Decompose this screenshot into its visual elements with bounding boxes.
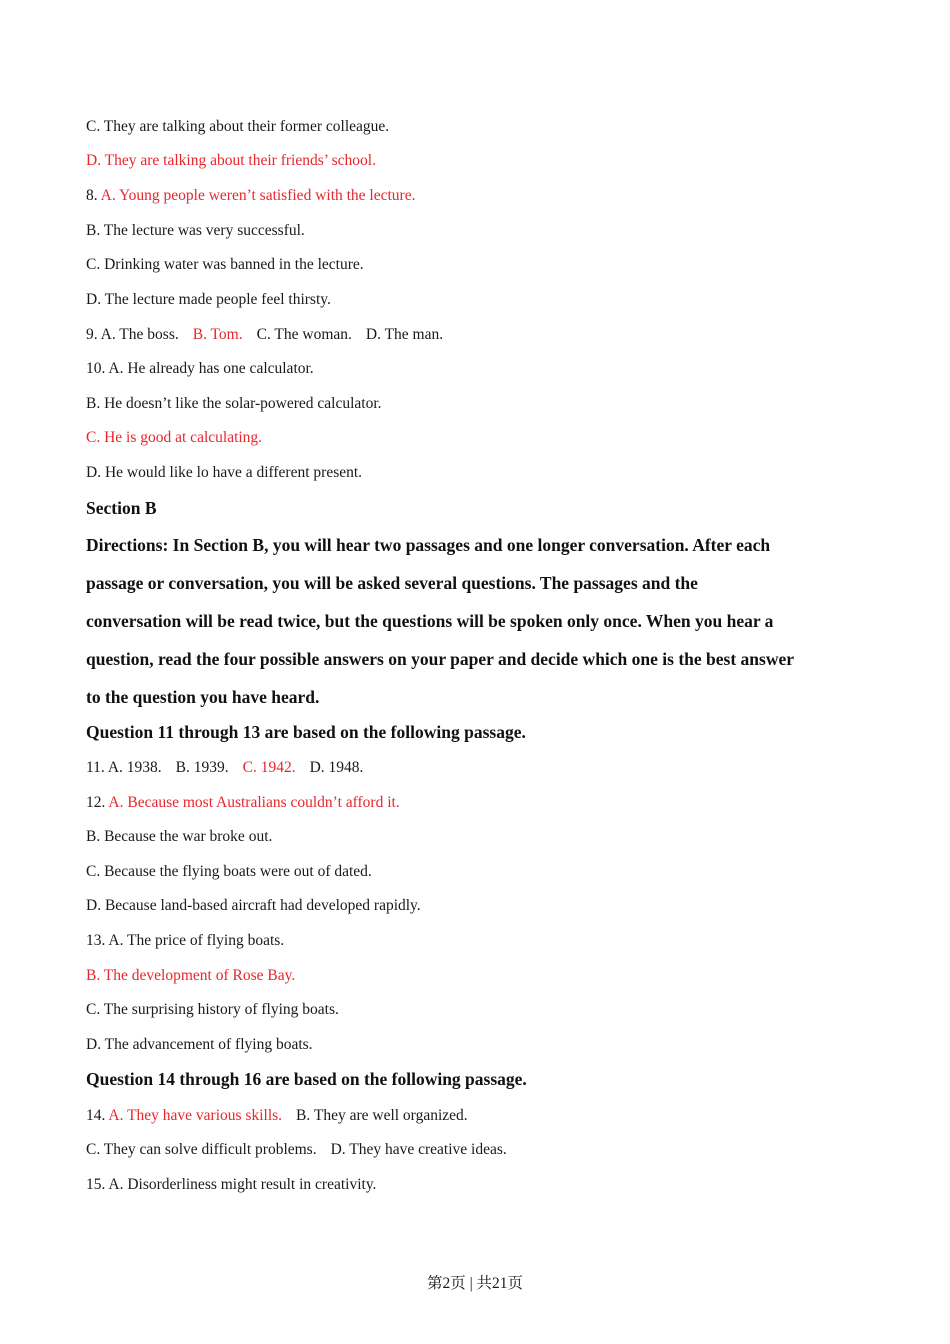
option-9a: 9. A. The boss.: [86, 326, 179, 343]
option-8d: D. The lecture made people feel thirsty.: [86, 291, 331, 308]
option-12a-answer: A. Because most Australians couldn’t afford it.: [108, 794, 400, 811]
directions-line: question, read the four possible answers on your paper and decide which one is the best answer: [86, 649, 795, 669]
option-14c: C. They can solve difficult problems.: [86, 1141, 317, 1158]
question-14-cd: [86, 1140, 507, 1160]
option-14a-answer: A. They have various skills.: [108, 1107, 283, 1124]
option-13d: D. The advancement of flying boats.: [86, 1036, 313, 1053]
option-7d-answer: D. They are talking about their friends’ school.: [86, 152, 376, 169]
option-11b: B. 1939.: [175, 759, 229, 776]
option-11a: 11. A. 1938.: [86, 759, 162, 776]
question-number: 8.: [86, 187, 101, 204]
option-8b: B. The lecture was very successful.: [86, 222, 305, 239]
question-number: 14.: [86, 1107, 109, 1124]
option-13c: C. The surprising history of flying boats.: [86, 1001, 339, 1018]
option-12d: D. Because land-based aircraft had developed rapidly.: [86, 897, 421, 914]
option-10a: 10. A. He already has one calculator.: [86, 360, 314, 377]
group-heading-14-16: Question 14 through 16 are based on the following passage.: [86, 1069, 527, 1089]
option-8c: C. Drinking water was banned in the lecture.: [86, 256, 364, 273]
option-7c: C. They are talking about their former colleague.: [86, 118, 390, 135]
directions-line: to the question you have heard.: [86, 687, 320, 707]
section-b-title: Section B: [86, 498, 157, 518]
directions-line: passage or conversation, you will be asked several questions. The passages and the: [86, 573, 698, 593]
question-number: 12.: [86, 794, 109, 811]
option-9d: D. The man.: [365, 326, 444, 343]
option-10d: D. He would like lo have a different present.: [86, 464, 363, 481]
option-11c-answer: C. 1942.: [242, 759, 296, 776]
option-12b: B. Because the war broke out.: [86, 828, 273, 845]
page-footer: 第2页 | 共21页: [426, 1275, 524, 1292]
option-14d: D. They have creative ideas.: [330, 1141, 507, 1158]
directions-line: conversation will be read twice, but the questions will be spoken only once. When you hear a: [86, 611, 774, 631]
question-9: [86, 325, 443, 345]
option-10b: B. He doesn’t like the solar-powered calculator.: [86, 395, 382, 412]
option-8a-answer: A. Young people weren’t satisfied with the lecture.: [100, 187, 416, 204]
option-11d: D. 1948.: [309, 759, 364, 776]
question-8: [86, 186, 415, 206]
question-12: [86, 793, 400, 813]
option-13b-answer: B. The development of Rose Bay.: [86, 967, 296, 984]
option-9b-answer: B. Tom.: [192, 326, 243, 343]
option-15a: 15. A. Disorderliness might result in creativity.: [86, 1176, 377, 1193]
option-9c: C. The woman.: [256, 326, 352, 343]
question-14: [86, 1106, 468, 1126]
option-13a: 13. A. The price of flying boats.: [86, 932, 285, 949]
group-heading-11-13: Question 11 through 13 are based on the following passage.: [86, 722, 526, 742]
option-14b: B. They are well organized.: [296, 1107, 468, 1124]
option-10c-answer: C. He is good at calculating.: [86, 429, 263, 446]
directions-line: Directions: In Section B, you will hear two passages and one longer conversation. After each: [86, 535, 771, 555]
section-b-directions: [86, 534, 876, 724]
question-11: [86, 758, 363, 778]
option-12c: C. Because the flying boats were out of dated.: [86, 863, 372, 880]
